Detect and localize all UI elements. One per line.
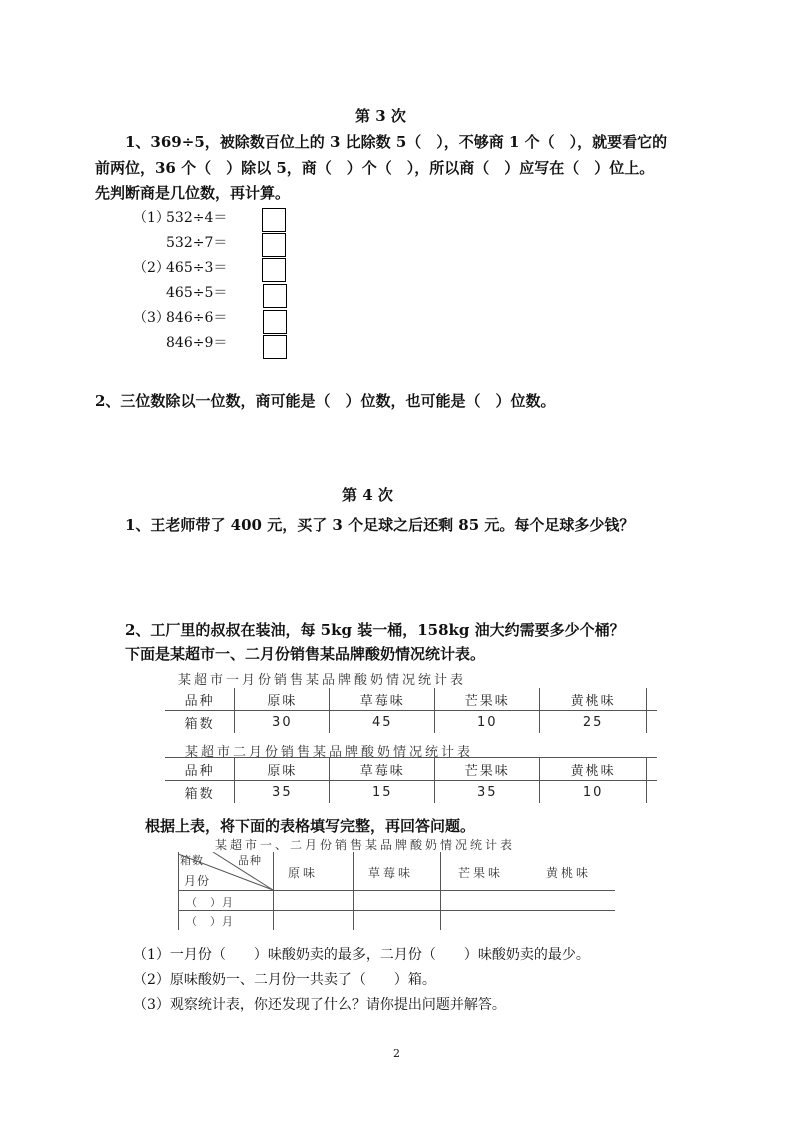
s4-answer-2: （2）原味酸奶一、二月份一共卖了（ ）箱。 xyxy=(133,972,436,988)
s4-answer-1: （1）一月份（ ）味酸奶卖的最多，二月份（ ）味酸奶卖的最少。 xyxy=(133,947,590,963)
table3-caption: 某超市一、二月份销售某品牌酸奶情况统计表 xyxy=(215,838,516,852)
t3-h0: 原味 xyxy=(288,866,319,880)
answer-box[interactable] xyxy=(263,335,287,359)
t1-row-label: 箱数 xyxy=(184,716,215,732)
t3-h3: 黄桃味 xyxy=(546,866,592,880)
s3-q2: 2、三位数除以一位数，商可能是（ ）位数，也可能是（ ）位数。 xyxy=(95,392,556,410)
t1-h3: 芒果味 xyxy=(435,688,540,711)
table2 xyxy=(165,757,657,803)
t1-v0: 30 xyxy=(235,711,330,734)
t3-h1: 草莓味 xyxy=(368,866,414,880)
s3-instruction: 先判断商是几位数，再计算。 xyxy=(95,184,291,202)
s3-item-expr-2: 532÷7＝ xyxy=(166,235,228,251)
answer-box[interactable] xyxy=(263,284,287,308)
answer-box[interactable] xyxy=(262,233,286,257)
s4-intro: 下面是某超市一、二月份销售某品牌酸奶情况统计表。 xyxy=(125,645,486,663)
page-number: 2 xyxy=(393,1047,400,1060)
t3-row2: （ ）月 xyxy=(186,915,234,928)
s3-item-expr-6: 846÷9＝ xyxy=(166,335,228,351)
t1-h1: 原味 xyxy=(235,688,330,711)
s3-item-expr-5: 846÷6＝ xyxy=(166,310,228,326)
t1-h4: 黄桃味 xyxy=(540,688,647,711)
t2-h0: 品种 xyxy=(165,758,235,781)
table1 xyxy=(165,688,657,733)
s3-item-tag-3: （2） xyxy=(133,260,170,276)
t1-h2: 草莓味 xyxy=(330,688,435,711)
t2-v3: 10 xyxy=(540,781,647,804)
s3-item-expr-1: 532÷4＝ xyxy=(166,210,228,226)
section-4-title: 第 4 次 xyxy=(342,486,393,504)
s4-q2: 2、工厂里的叔叔在装油，每 5kg 装一桶，158kg 油大约需要多少个桶？ xyxy=(125,621,625,639)
t2-h3: 芒果味 xyxy=(435,758,540,781)
table2-caption: 某超市二月份销售某品牌酸奶情况统计表 xyxy=(185,745,474,760)
t3-h2: 芒果味 xyxy=(458,866,504,880)
s3-item-tag-5: （3） xyxy=(133,310,170,326)
s4-q1: 1、王老师带了 400 元，买了 3 个足球之后还剩 85 元。每个足球多少钱？ xyxy=(125,516,635,534)
t1-v2: 10 xyxy=(435,711,540,734)
t2-v1: 15 xyxy=(330,781,435,804)
t2-v0: 35 xyxy=(235,781,330,804)
s4-answer-3: （3）观察统计表，你还发现了什么？请你提出问题并解答。 xyxy=(133,997,506,1013)
t3-row1: （ ）月 xyxy=(186,896,234,909)
table3 xyxy=(178,852,615,930)
t2-h4: 黄桃味 xyxy=(540,758,647,781)
s3-item-expr-3: 465÷3＝ xyxy=(166,260,228,276)
t3-corner-top2: 品种 xyxy=(238,854,262,867)
t2-h1: 原味 xyxy=(235,758,330,781)
t2-h2: 草莓味 xyxy=(330,758,435,781)
s3-q1-line2: 前两位，36 个（ ）除以 5，商（ ）个（ ），所以商（ ）应写在（ ）位上。 xyxy=(95,159,655,177)
table1-caption: 某超市一月份销售某品牌酸奶情况统计表 xyxy=(178,673,467,688)
t2-row-label: 箱数 xyxy=(184,786,215,802)
t3-corner-bottom: 月份 xyxy=(184,874,211,888)
answer-box[interactable] xyxy=(262,258,286,282)
s3-item-tag-1: （1） xyxy=(133,210,170,226)
answer-box[interactable] xyxy=(262,208,286,232)
s3-item-expr-4: 465÷5＝ xyxy=(166,285,228,301)
section-3-title: 第 3 次 xyxy=(355,107,406,125)
t1-v3: 25 xyxy=(540,711,647,734)
t1-h0: 品种 xyxy=(165,688,235,711)
answer-box[interactable] xyxy=(263,310,287,334)
s3-q1-line1: 1、369÷5，被除数百位上的 3 比除数 5（ ），不够商 1 个（ ），就要看它的 xyxy=(125,133,668,151)
t3-corner-top1: 箱数 xyxy=(180,854,204,867)
t2-v2: 35 xyxy=(435,781,540,804)
s4-instruction: 根据上表，将下面的表格填写完整，再回答问题。 xyxy=(145,817,476,835)
t1-v1: 45 xyxy=(330,711,435,734)
